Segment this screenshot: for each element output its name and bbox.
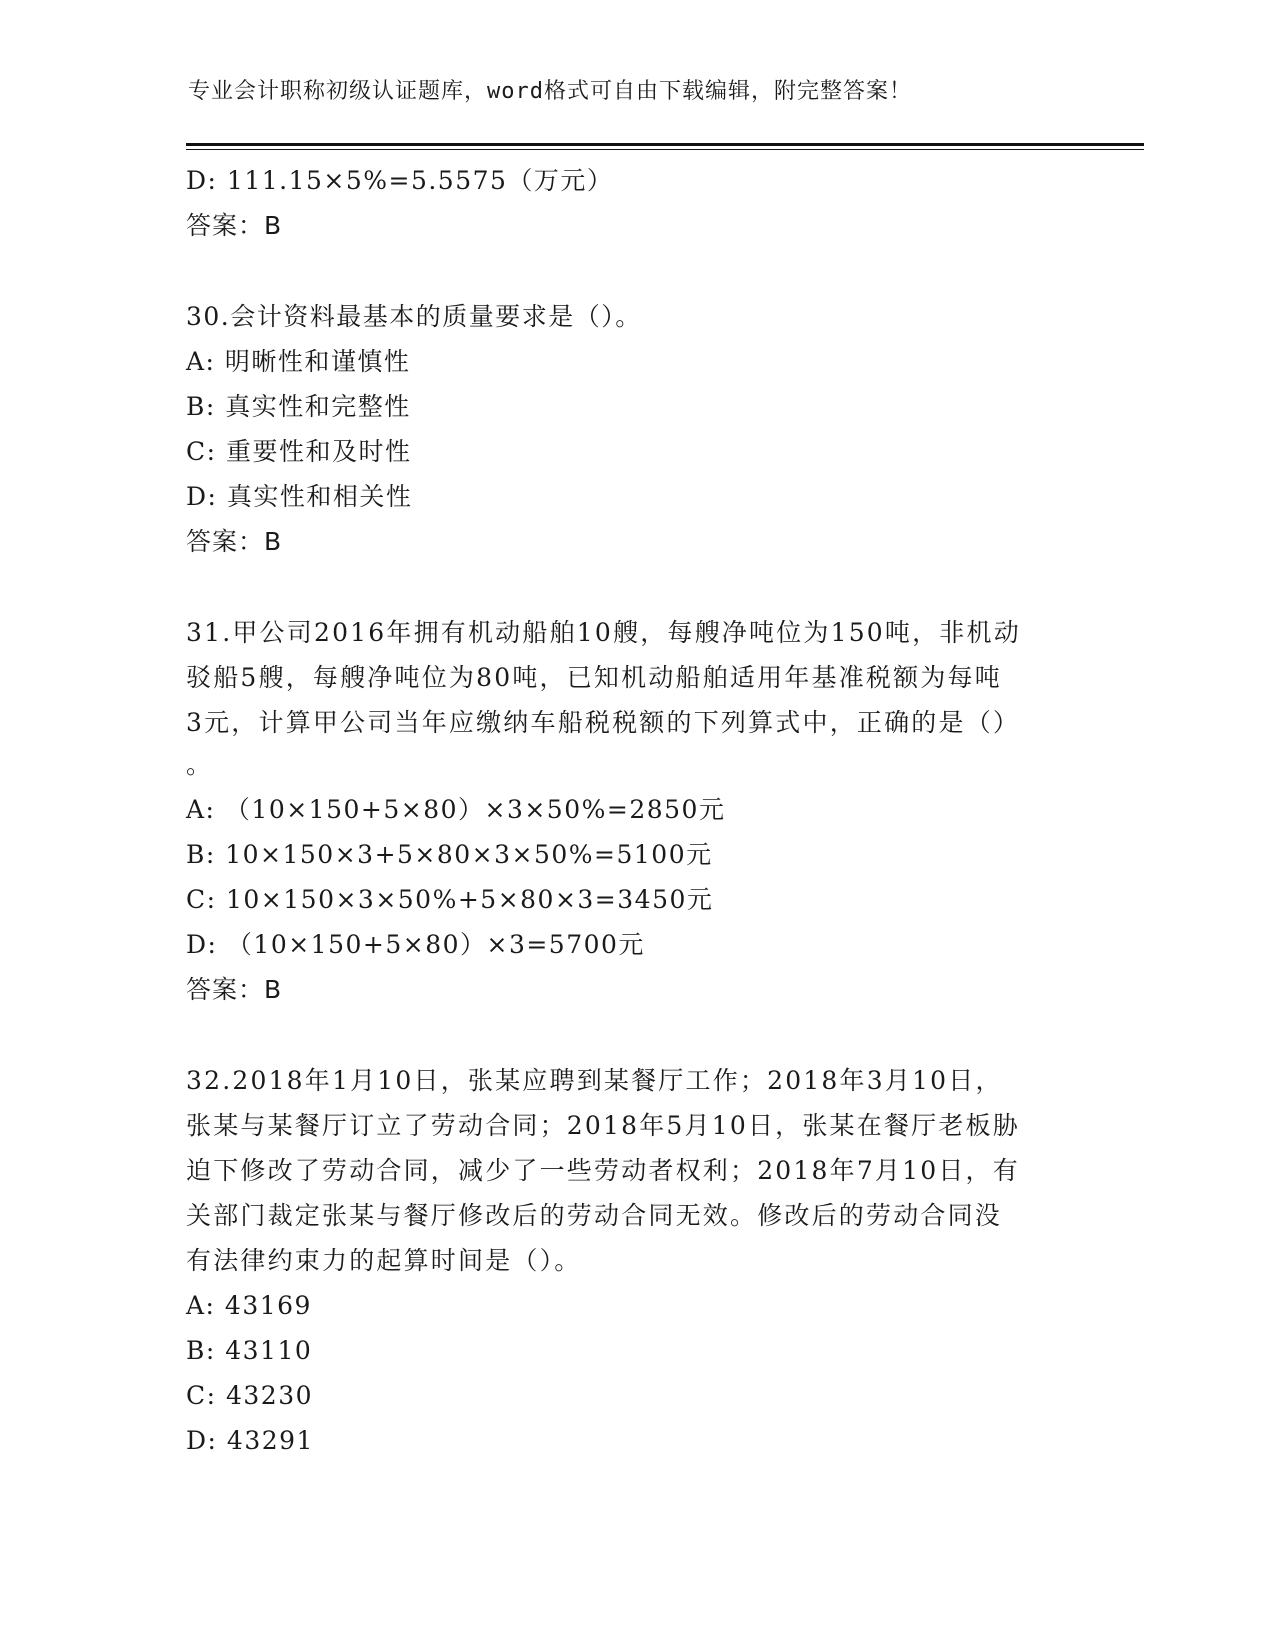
q31-stem: [186, 610, 1066, 787]
q31-stem-line: 3元，计算甲公司当年应缴纳车船税税额的下列算式中，正确的是（）: [186, 708, 1021, 737]
q30-stem: 30.会计资料最基本的质量要求是（）。: [186, 302, 642, 331]
prev-answer: 答案：B: [186, 211, 283, 240]
q30-option-d: D: 真实性和相关性: [186, 482, 413, 511]
q31-option-a: A: （10×150+5×80）×3×50%=2850元: [186, 795, 726, 824]
q31-stem-line: 31.甲公司2016年拥有机动船舶10艘，每艘净吨位为150吨，非机动: [186, 618, 1021, 647]
prev-option-d: D: 111.15×5%=5.5575（万元）: [186, 166, 614, 195]
question-content: [186, 158, 1086, 1463]
q32-stem-line: 张某与某餐厅订立了劳动合同；2018年5月10日，张某在餐厅老板胁: [186, 1111, 1020, 1140]
q32-stem-line: 迫下修改了劳动合同，减少了一些劳动者权利；2018年7月10日，有: [186, 1156, 1020, 1185]
q30-option-c: C: 重要性和及时性: [186, 437, 412, 466]
q31-stem-line: 。: [186, 750, 214, 779]
q31-option-c: C: 10×150×3×50%+5×80×3=3450元: [186, 885, 714, 914]
q32-stem-line: 有法律约束力的起算时间是（）。: [186, 1246, 582, 1275]
q32-option-c: C: 43230: [186, 1381, 314, 1410]
q32-option-a: A: 43169: [186, 1291, 312, 1320]
q32-option-d: D: 43291: [186, 1426, 314, 1455]
q30-option-a: A: 明晰性和谨慎性: [186, 347, 411, 376]
header-rule-thick: [186, 143, 1144, 146]
q32-stem-line: 关部门裁定张某与餐厅修改后的劳动合同无效。修改后的劳动合同没: [186, 1201, 1003, 1230]
q30-answer: 答案：B: [186, 527, 283, 556]
header-rule-thin: [186, 149, 1144, 150]
q32-stem-line: 32.2018年1月10日，张某应聘到某餐厅工作；2018年3月10日，: [186, 1066, 1003, 1095]
q31-option-b: B: 10×150×3+5×80×3×50%=5100元: [186, 840, 713, 869]
page-header: 专业会计职称初级认证题库，word格式可自由下载编辑，附完整答案！: [188, 79, 912, 104]
q30-option-b: B: 真实性和完整性: [186, 392, 411, 421]
q31-stem-line: 驳船5艘，每艘净吨位为80吨，已知机动船舶适用年基准税额为每吨: [186, 663, 1002, 692]
q32-option-b: B: 43110: [186, 1336, 313, 1365]
q31-answer: 答案：B: [186, 975, 283, 1004]
q31-option-d: D: （10×150+5×80）×3=5700元: [186, 930, 645, 959]
q32-stem: [186, 1058, 1066, 1283]
